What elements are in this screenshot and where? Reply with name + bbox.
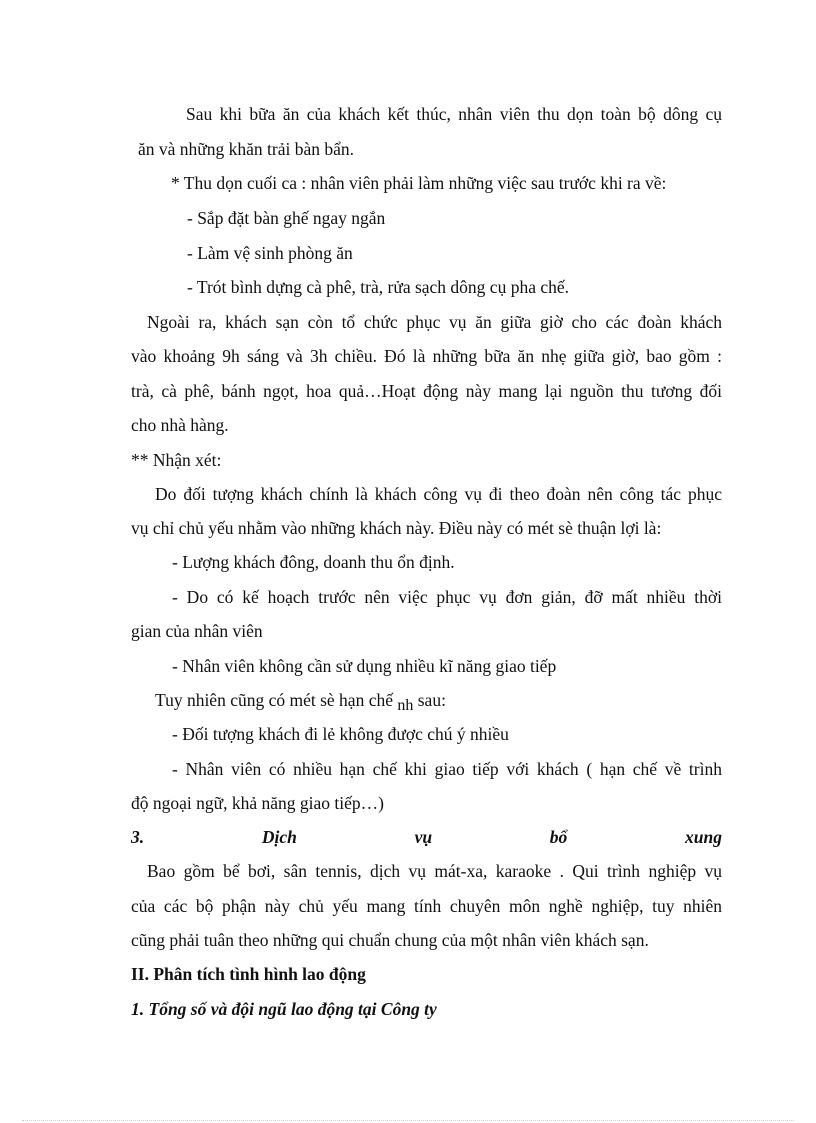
paragraph-line: cho nhà hàng. <box>131 415 229 435</box>
bullet-item: - Lượng khách đông, doanh thu ổn định. <box>172 552 455 572</box>
paragraph-line: ăn và những khăn trải bàn bẩn. <box>138 139 355 159</box>
paragraph-line: gian của nhân viên <box>131 621 263 641</box>
paragraph-line: độ ngoại ngữ, khả năng giao tiếp…) <box>131 793 384 813</box>
paragraph-line: vụ chỉ chủ yếu nhằm vào những khách này. Điều này có mét sè thuận lợi là: <box>131 518 662 538</box>
bullet-item: - Nhân viên không cần sử dụng nhiều kĩ năng giao tiếp <box>172 656 557 676</box>
chapter-heading: II. Phân tích tình hình lao động <box>131 964 366 984</box>
bullet-item: - Do có kế hoạch trước nên việc phục vụ đơn giản, đỡ mất nhiều thời <box>172 587 722 607</box>
paragraph-line: Bao gồm bể bơi, sân tennis, dịch vụ mát-xa, karaoke . Qui trình nghiệp vụ <box>147 861 722 881</box>
paragraph-line: Ngoài ra, khách sạn còn tổ chức phục vụ ăn giữa giờ cho các đoàn khách <box>147 312 722 332</box>
section-heading: 3. Dịch vụ bổ xung <box>131 827 722 847</box>
bullet-item: - Làm vệ sinh phòng ăn <box>187 243 353 263</box>
bullet-item: - Sắp đặt bàn ghế ngay ngắn <box>187 208 386 228</box>
paragraph-line: cũng phải tuân theo những qui chuẩn chung của một nhân viên khách sạn. <box>131 930 649 950</box>
paragraph-line: của các bộ phận này chủ yếu mang tính chuyên môn nghề nghiệp, tuy nhiên <box>131 896 722 916</box>
paragraph-line: Sau khi bữa ăn của khách kết thúc, nhân viên thu dọn toàn bộ dông cụ <box>186 104 722 124</box>
text-run-subscript: nh <box>397 697 414 714</box>
note-heading: ** Nhận xét: <box>131 450 222 470</box>
page-footer-rule <box>22 1120 794 1121</box>
subsection-heading: 1. Tổng số và đội ngũ lao động tại Công ty <box>131 999 437 1019</box>
paragraph-line: * Thu dọn cuối ca : nhân viên phải làm những việc sau trước khi ra về: <box>171 173 667 193</box>
paragraph-line <box>155 690 446 712</box>
text-run: Tuy nhiên cũng có mét sè hạn chế <box>155 690 393 710</box>
paragraph-line: Do đối tượng khách chính là khách công vụ đi theo đoàn nên công tác phục <box>155 484 722 504</box>
paragraph-line: vào khoảng 9h sáng và 3h chiều. Đó là những bữa ăn nhẹ giữa giờ, bao gồm : <box>131 346 722 366</box>
bullet-item: - Nhân viên có nhiều hạn chế khi giao tiếp với khách ( hạn chế về trình <box>172 759 722 779</box>
text-run: sau: <box>417 690 446 710</box>
paragraph-line: trà, cà phê, bánh ngọt, hoa quả…Hoạt động này mang lại nguồn thu tương đối <box>131 381 722 401</box>
bullet-item: - Đối tượng khách đi lẻ không được chú ý nhiều <box>172 724 509 744</box>
bullet-item: - Trót bình dựng cà phê, trà, rửa sạch dông cụ pha chế. <box>187 277 570 297</box>
